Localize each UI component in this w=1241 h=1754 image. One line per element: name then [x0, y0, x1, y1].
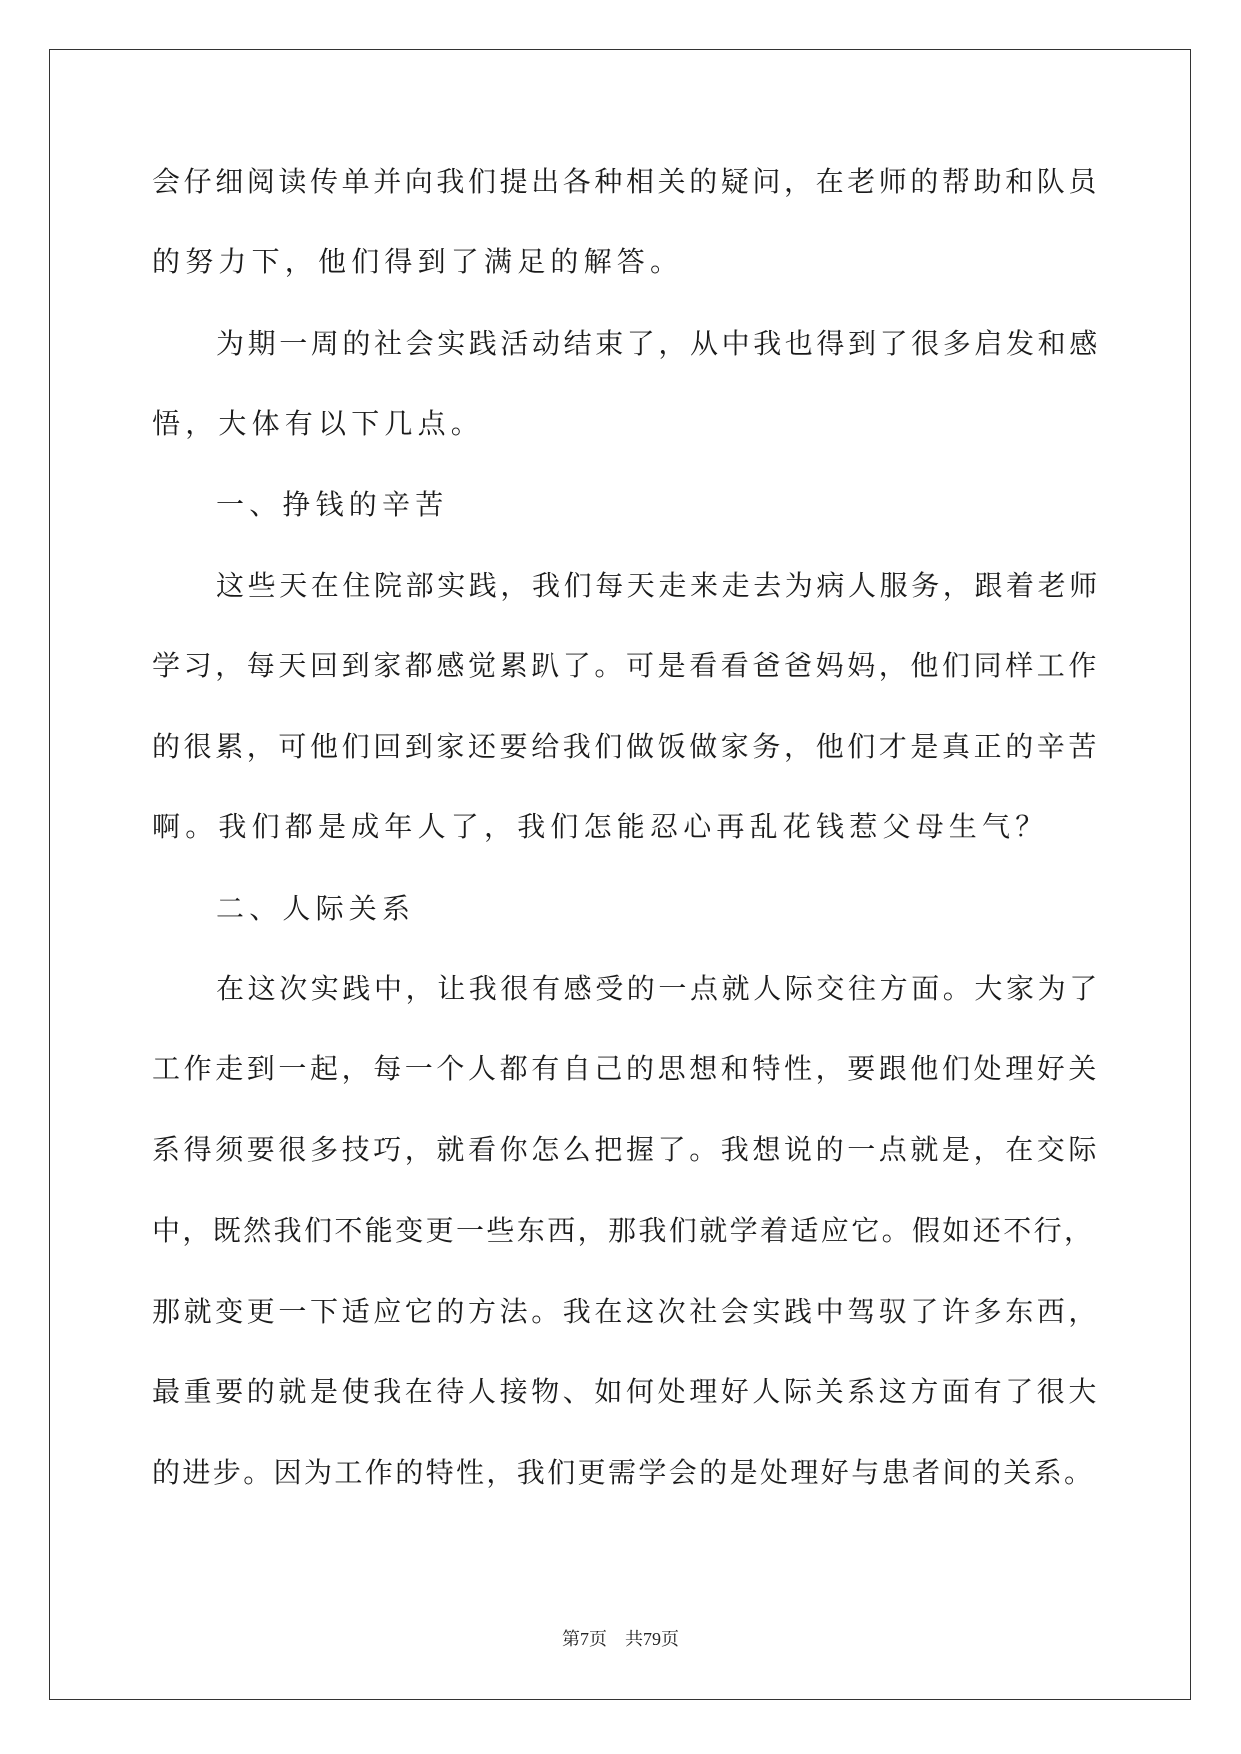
text-line: 工作走到一起，每一个人都有自己的思想和特性，要跟他们处理好关 — [152, 1052, 1101, 1085]
section-heading: 一、挣钱的辛苦 — [216, 488, 449, 521]
total-pages-label: 共79页 — [625, 1629, 679, 1649]
text-line: 那就变更一下适应它的方法。我在这次社会实践中驾驭了许多东西， — [152, 1295, 1101, 1328]
text-line: 中，既然我们不能变更一些东西，那我们就学着适应它。假如还不行， — [152, 1214, 1095, 1247]
text-line: 这些天在住院部实践，我们每天走来走去为病人服务，跟着老师 — [216, 569, 1101, 602]
text-line: 的很累，可他们回到家还要给我们做饭做家务，他们才是真正的辛苦 — [152, 730, 1101, 763]
text-line: 在这次实践中，让我很有感受的一点就人际交往方面。大家为了 — [216, 972, 1101, 1005]
text-line: 系得须要很多技巧，就看你怎么把握了。我想说的一点就是，在交际 — [152, 1133, 1101, 1166]
section-heading: 二、人际关系 — [216, 892, 416, 925]
text-line: 会仔细阅读传单并向我们提出各种相关的疑问，在老师的帮助和队员 — [152, 165, 1101, 198]
page-footer — [0, 1628, 1241, 1650]
text-line: 最重要的就是使我在待人接物、如何处理好人际关系这方面有了很大 — [152, 1375, 1101, 1408]
text-line: 啊。我们都是成年人了，我们怎能忍心再乱花钱惹父母生气？ — [152, 810, 1049, 843]
current-page-label: 第7页 — [562, 1629, 607, 1649]
text-line: 的努力下，他们得到了满足的解答。 — [152, 245, 684, 278]
text-line: 悟，大体有以下几点。 — [152, 407, 485, 440]
text-line: 为期一周的社会实践活动结束了，从中我也得到了很多启发和感 — [216, 327, 1101, 360]
text-line: 的进步。因为工作的特性，我们更需学会的是处理好与患者间的关系。 — [152, 1456, 1095, 1489]
text-line: 学习，每天回到家都感觉累趴了。可是看看爸爸妈妈，他们同样工作 — [152, 649, 1101, 682]
